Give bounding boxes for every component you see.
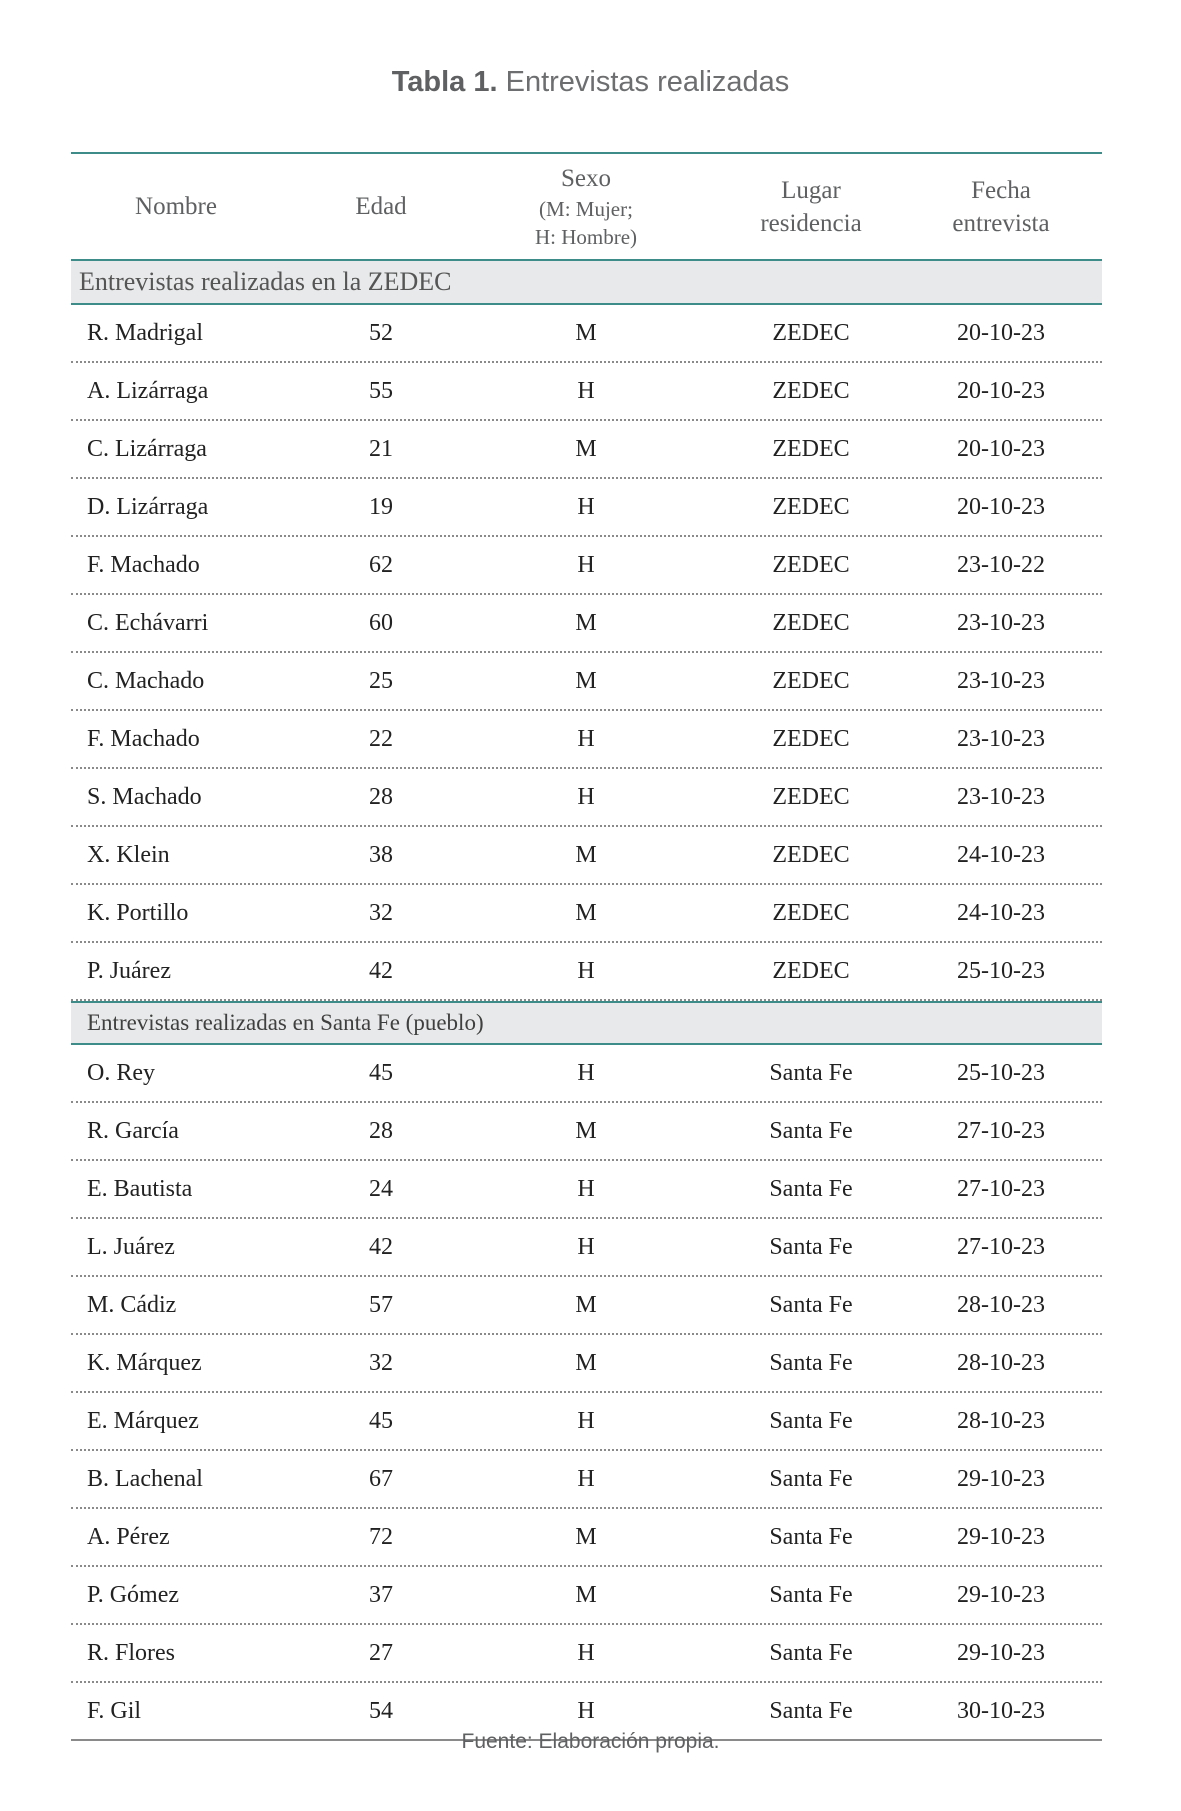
header-fecha-line2: entrevista — [952, 209, 1050, 237]
cell-fecha: 24-10-23 — [957, 899, 1045, 926]
cell-sexo: M — [575, 841, 597, 868]
cell-edad: 67 — [369, 1465, 393, 1492]
cell-fecha: 28-10-23 — [957, 1349, 1045, 1376]
cell-lugar: ZEDEC — [772, 783, 850, 810]
header-edad-label: Edad — [355, 193, 407, 220]
cell-sexo: H — [577, 1175, 595, 1202]
cell-edad: 28 — [369, 783, 393, 810]
cell-fecha: 30-10-23 — [957, 1697, 1045, 1724]
table-row — [71, 653, 1102, 711]
header-sexo-sub2: H: Hombre) — [534, 225, 638, 249]
cell-sexo: M — [575, 1349, 597, 1376]
cell-sexo: H — [577, 551, 595, 578]
cell-fecha: 27-10-23 — [957, 1175, 1045, 1202]
header-sexo-sub1: (M: Mujer; — [539, 197, 633, 221]
cell-nombre: F. Machado — [87, 551, 200, 578]
cell-sexo: M — [575, 1523, 597, 1550]
cell-nombre: A. Pérez — [87, 1523, 170, 1550]
table-row — [71, 305, 1102, 363]
cell-sexo: H — [577, 1233, 595, 1260]
table-row — [71, 885, 1102, 943]
table-row — [71, 1277, 1102, 1335]
cell-nombre: E. Bautista — [87, 1175, 193, 1202]
table-row — [71, 711, 1102, 769]
cell-edad: 45 — [369, 1407, 393, 1434]
cell-nombre: P. Gómez — [87, 1581, 179, 1608]
cell-nombre: O. Rey — [87, 1059, 155, 1086]
cell-edad: 57 — [369, 1291, 393, 1318]
cell-nombre: C. Machado — [87, 667, 205, 694]
cell-fecha: 28-10-23 — [957, 1407, 1045, 1434]
cell-edad: 21 — [369, 435, 393, 462]
table-row — [71, 595, 1102, 653]
header-fecha-line1: Fecha — [971, 176, 1031, 204]
cell-sexo: H — [577, 1697, 595, 1724]
cell-fecha: 20-10-23 — [957, 493, 1045, 520]
cell-edad: 55 — [369, 377, 393, 404]
table-row — [71, 1567, 1102, 1625]
cell-edad: 37 — [369, 1581, 393, 1608]
cell-edad: 25 — [369, 667, 393, 694]
cell-sexo: M — [575, 609, 597, 636]
cell-nombre: A. Lizárraga — [87, 377, 209, 404]
cell-edad: 52 — [369, 319, 393, 346]
cell-edad: 28 — [369, 1117, 393, 1144]
table-row — [71, 363, 1102, 421]
cell-lugar: Santa Fe — [769, 1233, 853, 1260]
table-row — [71, 1451, 1102, 1509]
header-lugar-line2: residencia — [760, 209, 862, 237]
cell-fecha: 23-10-23 — [957, 725, 1045, 752]
caption-title: Entrevistas realizadas — [505, 66, 790, 98]
cell-lugar: Santa Fe — [769, 1349, 853, 1376]
cell-lugar: ZEDEC — [772, 841, 850, 868]
cell-sexo: H — [577, 377, 595, 404]
cell-lugar: ZEDEC — [772, 377, 850, 404]
caption-label: Tabla 1. — [391, 66, 498, 98]
cell-nombre: P. Juárez — [87, 957, 171, 984]
cell-nombre: K. Portillo — [87, 899, 189, 926]
header-nombre — [71, 154, 281, 259]
table-row — [71, 1219, 1102, 1277]
cell-fecha: 23-10-23 — [957, 667, 1045, 694]
cell-edad: 72 — [369, 1523, 393, 1550]
cell-lugar: Santa Fe — [769, 1697, 853, 1724]
table-row — [71, 1045, 1102, 1103]
cell-nombre: D. Lizárraga — [87, 493, 209, 520]
cell-fecha: 29-10-23 — [957, 1523, 1045, 1550]
cell-nombre: R. Flores — [87, 1639, 176, 1666]
table-row — [71, 769, 1102, 827]
cell-lugar: Santa Fe — [769, 1407, 853, 1434]
cell-edad: 22 — [369, 725, 393, 752]
cell-lugar: ZEDEC — [772, 899, 850, 926]
cell-fecha: 23-10-23 — [957, 609, 1045, 636]
cell-nombre: C. Echávarri — [87, 609, 209, 636]
cell-edad: 62 — [369, 551, 393, 578]
cell-nombre: M. Cádiz — [87, 1291, 177, 1318]
cell-lugar: ZEDEC — [772, 319, 850, 346]
cell-sexo: H — [577, 957, 595, 984]
cell-lugar: Santa Fe — [769, 1465, 853, 1492]
cell-fecha: 24-10-23 — [957, 841, 1045, 868]
table-header — [71, 152, 1102, 261]
cell-edad: 60 — [369, 609, 393, 636]
table-row — [71, 1103, 1102, 1161]
cell-lugar: ZEDEC — [772, 725, 850, 752]
table-row — [71, 1161, 1102, 1219]
cell-nombre: X. Klein — [87, 841, 170, 868]
cell-edad: 32 — [369, 899, 393, 926]
cell-lugar: Santa Fe — [769, 1639, 853, 1666]
cell-lugar: ZEDEC — [772, 609, 850, 636]
table-row — [71, 1335, 1102, 1393]
cell-edad: 42 — [369, 1233, 393, 1260]
cell-lugar: Santa Fe — [769, 1523, 853, 1550]
cell-edad: 38 — [369, 841, 393, 868]
cell-fecha: 20-10-23 — [957, 377, 1045, 404]
cell-lugar: Santa Fe — [769, 1175, 853, 1202]
cell-fecha: 27-10-23 — [957, 1233, 1045, 1260]
cell-sexo: H — [577, 1639, 595, 1666]
cell-lugar: Santa Fe — [769, 1291, 853, 1318]
cell-fecha: 20-10-23 — [957, 319, 1045, 346]
header-sexo — [516, 154, 656, 259]
cell-lugar: ZEDEC — [772, 551, 850, 578]
cell-sexo: M — [575, 1581, 597, 1608]
cell-sexo: M — [575, 1117, 597, 1144]
table-row — [71, 537, 1102, 595]
cell-sexo: H — [577, 783, 595, 810]
table-row — [71, 421, 1102, 479]
cell-nombre: L. Juárez — [87, 1233, 175, 1260]
cell-edad: 45 — [369, 1059, 393, 1086]
table-body — [71, 261, 1102, 1741]
cell-edad: 42 — [369, 957, 393, 984]
cell-nombre: E. Márquez — [87, 1407, 199, 1434]
cell-sexo: H — [577, 1059, 595, 1086]
interviews-table — [71, 152, 1102, 1741]
cell-lugar: ZEDEC — [772, 957, 850, 984]
cell-nombre: R. Madrigal — [87, 319, 203, 346]
cell-sexo: H — [577, 1407, 595, 1434]
source-note: Fuente: Elaboración propia. — [461, 1730, 720, 1753]
cell-fecha: 20-10-23 — [957, 435, 1045, 462]
section-header: Entrevistas realizadas en la ZEDEC — [71, 261, 1102, 305]
cell-sexo: M — [575, 1291, 597, 1318]
section-header: Entrevistas realizadas en Santa Fe (pueblo) — [71, 1001, 1102, 1045]
cell-nombre: F. Gil — [87, 1697, 142, 1724]
cell-edad: 32 — [369, 1349, 393, 1376]
table-row — [71, 479, 1102, 537]
header-edad — [311, 154, 451, 259]
cell-fecha: 28-10-23 — [957, 1291, 1045, 1318]
cell-sexo: H — [577, 493, 595, 520]
cell-lugar: ZEDEC — [772, 667, 850, 694]
cell-nombre: B. Lachenal — [87, 1465, 203, 1492]
cell-lugar: Santa Fe — [769, 1059, 853, 1086]
cell-nombre: K. Márquez — [87, 1349, 202, 1376]
cell-sexo: M — [575, 435, 597, 462]
cell-fecha: 23-10-23 — [957, 783, 1045, 810]
cell-lugar: ZEDEC — [772, 435, 850, 462]
cell-edad: 19 — [369, 493, 393, 520]
cell-lugar: ZEDEC — [772, 493, 850, 520]
cell-nombre: S. Machado — [87, 783, 202, 810]
cell-fecha: 23-10-22 — [957, 551, 1045, 578]
header-sexo-label: Sexo — [561, 165, 611, 192]
cell-nombre: R. García — [87, 1117, 179, 1144]
cell-fecha: 29-10-23 — [957, 1639, 1045, 1666]
cell-fecha: 25-10-23 — [957, 1059, 1045, 1086]
cell-sexo: M — [575, 319, 597, 346]
table-row — [71, 827, 1102, 885]
cell-sexo: H — [577, 1465, 595, 1492]
cell-fecha: 27-10-23 — [957, 1117, 1045, 1144]
table-row — [71, 1625, 1102, 1683]
cell-lugar: Santa Fe — [769, 1117, 853, 1144]
table-row — [71, 1509, 1102, 1567]
cell-lugar: Santa Fe — [769, 1581, 853, 1608]
cell-nombre: F. Machado — [87, 725, 200, 752]
cell-nombre: C. Lizárraga — [87, 435, 207, 462]
table-row — [71, 943, 1102, 1001]
cell-edad: 24 — [369, 1175, 393, 1202]
header-lugar — [711, 154, 911, 259]
cell-sexo: M — [575, 667, 597, 694]
header-nombre-label: Nombre — [135, 193, 217, 220]
table-caption — [0, 66, 1181, 99]
cell-fecha: 25-10-23 — [957, 957, 1045, 984]
cell-sexo: M — [575, 899, 597, 926]
table-row — [71, 1393, 1102, 1451]
header-fecha — [911, 154, 1091, 259]
cell-sexo: H — [577, 725, 595, 752]
cell-edad: 27 — [369, 1639, 393, 1666]
cell-fecha: 29-10-23 — [957, 1581, 1045, 1608]
cell-fecha: 29-10-23 — [957, 1465, 1045, 1492]
cell-edad: 54 — [369, 1697, 393, 1724]
header-lugar-line1: Lugar — [781, 176, 841, 204]
